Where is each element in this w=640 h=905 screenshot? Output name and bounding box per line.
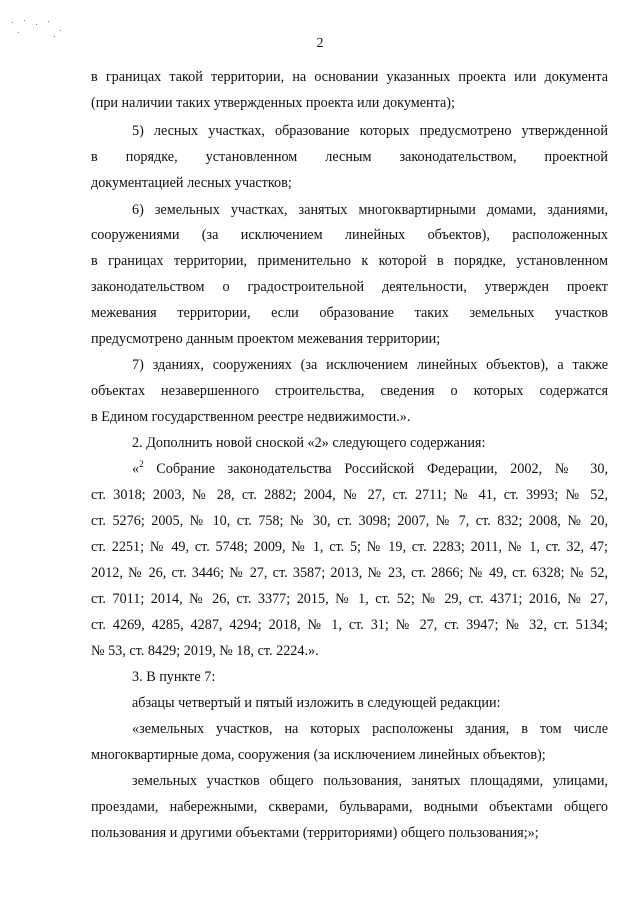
text-line: ст. 5276; 2005, № 10, ст. 758; № 30, ст. 3098; 2007, № 7, ст. 832; 2008, № 20, [91, 513, 608, 529]
text-line: абзацы четвертый и пятый изложить в следующей редакции: [132, 695, 501, 711]
text-line: ст. 7011; 2014, № 26, ст. 3377; 2015, № 1, ст. 52; № 29, ст. 4371; 2016, № 27, [91, 591, 608, 607]
text-line: 3. В пункте 7: [132, 669, 216, 685]
text-line: документацией лесных участков; [91, 175, 292, 191]
text-line: в Едином государственном реестре недвижимости.». [91, 409, 411, 425]
text-line: межевания территории, если образование таких земельных участков [91, 305, 608, 321]
text-line: объектах незавершенного строительства, сведения о которых содержатся [91, 383, 608, 399]
text-line: земельных участков общего пользования, занятых площадями, улицами, [132, 773, 608, 789]
text-line: в границах территории, применительно к которой в порядке, установленном [91, 253, 608, 269]
text-line: пользования и другими объектами (территориями) общего пользования;»; [91, 825, 539, 841]
text-line: в порядке, установленном лесным законодательством, проектной [91, 149, 608, 165]
text-line: ст. 2251; № 49, ст. 5748; 2009, № 1, ст. 5; № 19, ст. 2283; 2011, № 1, ст. 32, 47; [91, 539, 608, 555]
page-number: 2 [316, 36, 324, 51]
text-line: ст. 3018; 2003, № 28, ст. 2882; 2004, № 27, ст. 2711; № 41, ст. 3993; № 52, [91, 487, 608, 503]
text-line: (при наличии таких утвержденных проекта или документа); [91, 95, 455, 111]
text-line: ст. 4269, 4285, 4287, 4294; 2018, № 1, ст. 31; № 27, ст. 3947; № 32, ст. 5134; [91, 617, 608, 633]
text-line: многоквартирные дома, сооружения (за исключением линейных объектов); [91, 747, 546, 763]
open-quote: « [132, 461, 140, 477]
text-line: 2. Дополнить новой сноской «2» следующего содержания: [132, 435, 486, 451]
footnote-first-line [91, 460, 608, 479]
text-line: 7) зданиях, сооружениях (за исключением линейных объектов), а также [132, 357, 608, 373]
text-line: «земельных участков, на которых расположены здания, в том числе [132, 721, 608, 737]
text-line: 6) земельных участках, занятых многоквартирными домами, зданиями, [132, 202, 608, 218]
text-line: в границах такой территории, на основании указанных проекта или документа [91, 69, 608, 85]
text-line: № 53, ст. 8429; 2019, № 18, ст. 2224.». [91, 643, 319, 659]
footnote-marker: 2 [139, 459, 144, 469]
text-line: 2012, № 26, ст. 3446; № 27, ст. 3587; 2013, № 23, ст. 2866; № 49, ст. 6328; № 52, [91, 565, 608, 581]
text-line: предусмотрено данным проектом межевания территории; [91, 331, 441, 347]
text-line: сооружениями (за исключением линейных объектов), расположенных [91, 227, 608, 243]
text-line: 5) лесных участках, образование которых предусмотрено утвержденной [132, 123, 608, 139]
text-line: законодательством о градостроительной деятельности, утвержден проект [91, 279, 608, 295]
footnote-text: Собрание законодательства Российской Федерации, 2002, № 30, [143, 461, 608, 477]
text-line: проездами, набережными, скверами, бульварами, водными объектами общего [91, 799, 608, 815]
